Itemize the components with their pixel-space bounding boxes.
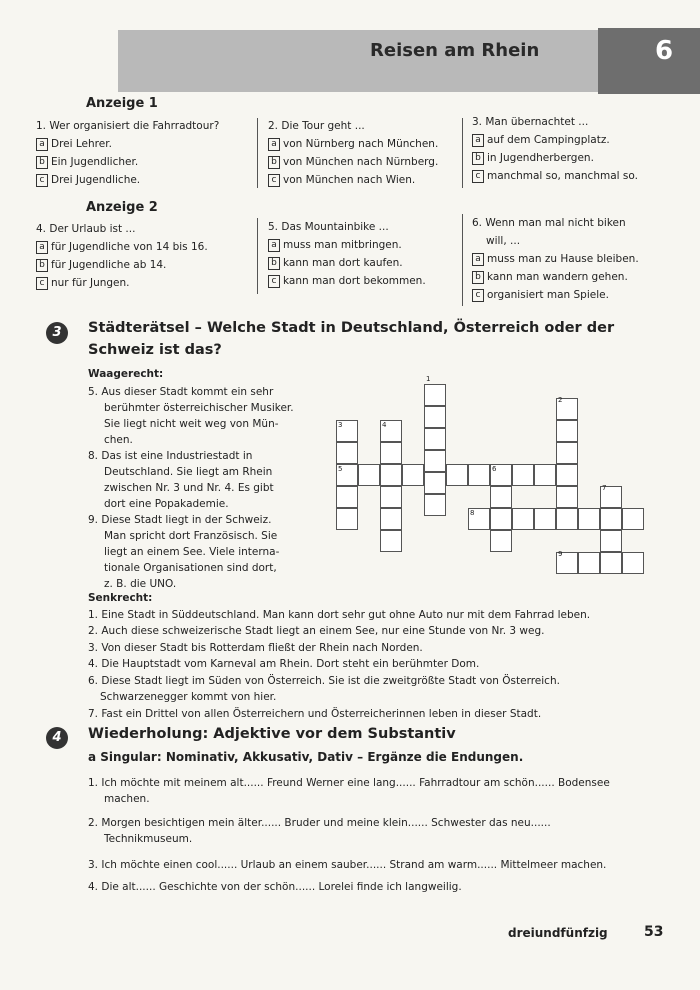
question-4: 4. Der Urlaub ist ... a für Jugendliche von 14 bis 16. b für Jugendliche ab 14. c nur für Jungen.	[36, 220, 208, 292]
question-5: 5. Das Mountainbike ... a muss man mitbringen. b kann man dort kaufen. c kann man dort bekommen.	[268, 218, 426, 290]
crossword-cell[interactable]	[336, 442, 358, 464]
clue-7: 7. Fast ein Drittel von allen Österreichern und Österreicherinnen leben in dieser Stadt.	[88, 707, 542, 720]
crossword-cell[interactable]	[424, 450, 446, 472]
exercise-4-items: 1. Ich möchte mit meinem alt...... Freund Werner eine lang...... Fahrradtour am schön...... Bodensee machen. 2. Morgen besichtigen mein älter...... Bruder und meine klein...... Schwester das neu...... Technikmuseum. 3. Ich möchte einen cool...... Urlaub an einem sauber...... Strand am warm...... Mittelmeer machen. 4. Die alt...... Geschichte von der schön...... Lorelei finde ich langweilig.	[88, 777, 610, 893]
crossword-cell[interactable]	[512, 508, 534, 530]
crossword-cell[interactable]	[380, 442, 402, 464]
item-1: 1. Ich möchte mit meinem alt...... Freund Werner eine lang...... Fahrradtour am schön...... Bodensee	[88, 777, 610, 789]
blank-input[interactable]: ...... Strand am warm	[366, 859, 478, 871]
grid-number: 8	[470, 509, 475, 517]
blank-input[interactable]: ...... Mittelmeer machen.	[477, 859, 607, 871]
answer-option[interactable]: c manchmal so, manchmal so.	[472, 167, 638, 185]
question-6: 6. Wenn man mal nicht biken will, ... a muss man zu Hause bleiben. b kann man wandern gehen. c organisiert man Spiele.	[472, 214, 639, 304]
grid-number: 7	[602, 484, 607, 492]
crossword-cell[interactable]	[424, 428, 446, 450]
crossword-cell[interactable]	[424, 472, 446, 494]
crossword-cell[interactable]	[556, 442, 578, 464]
item-3: 3. Ich möchte einen cool...... Urlaub an einem sauber...... Strand am warm...... Mittelmeer machen.	[88, 859, 607, 871]
blank-input[interactable]: ...... Fahrradtour am schön	[395, 777, 535, 789]
crossword-cell[interactable]	[600, 508, 622, 530]
crossword-cell[interactable]	[578, 508, 600, 530]
crossword-cell[interactable]	[600, 552, 622, 574]
exercise-4-badge: 4	[46, 727, 68, 749]
exercise-4-title: Wiederholung: Adjektive vor dem Substantiv	[88, 726, 456, 742]
crossword-cell[interactable]	[358, 464, 380, 486]
chapter-number: 6	[655, 36, 674, 66]
answer-option[interactable]: c Drei Jugendliche.	[36, 171, 219, 189]
blank-input[interactable]: ...... Bruder und meine klein	[261, 817, 408, 829]
blank-input[interactable]: ...... Urlaub an einem sauber	[217, 859, 367, 871]
crossword-cell[interactable]	[512, 464, 534, 486]
answer-option[interactable]: a muss man zu Hause bleiben.	[472, 250, 639, 268]
clue-3: 3. Von dieser Stadt bis Rotterdam fließt der Rhein nach Norden.	[88, 641, 423, 654]
crossword-cell[interactable]	[336, 508, 358, 530]
crossword-cell[interactable]	[424, 494, 446, 516]
crossword-cell[interactable]	[380, 530, 402, 552]
crossword-cell[interactable]	[336, 486, 358, 508]
question-3: 3. Man übernachtet ... a auf dem Campingplatz. b in Jugendherbergen. c manchmal so, manchmal so.	[472, 113, 638, 185]
item-4: 4. Die alt...... Geschichte von der schön...... Lorelei finde ich langweilig.	[88, 881, 462, 893]
page-number: 53	[644, 924, 664, 940]
answer-option[interactable]: c organisiert man Spiele.	[472, 286, 639, 304]
answer-option[interactable]: a für Jugendliche von 14 bis 16.	[36, 238, 208, 256]
exercise-3-title-line1: Städterätsel – Welche Stadt in Deutschland, Österreich oder der	[88, 320, 615, 336]
crossword-cell[interactable]	[424, 384, 446, 406]
down-clues: Senkrecht: 1. Eine Stadt in Süddeutschland. Man kann dort sehr gut ohne Auto nur mit dem Fahrrad leben. 2. Auch diese schweizerische Stadt liegt an einem See, nur eine Stunde von Nr. 3 weg. 3. Von dieser Stadt bis Rotterdam fließt der Rhein nach Norden. 4. Die Hauptstadt vom Karneval am Rhein. Dort steht ein berühmter Dom. 6. Diese Stadt liegt im Süden von Österreich. Sie ist die zweitgrößte Stadt von Österreich. Schwarzenegger kommt von hier. 7. Fast ein Drittel von allen Österreichern und Österreicherinnen leben in dieser Stadt.	[88, 590, 590, 722]
crossword-cell[interactable]	[622, 508, 644, 530]
crossword-cell[interactable]	[556, 464, 578, 486]
crossword-cell[interactable]	[446, 464, 468, 486]
grid-number: 2	[558, 396, 563, 404]
crossword-cell[interactable]	[556, 486, 578, 508]
answer-option[interactable]: b kann man dort kaufen.	[268, 254, 426, 272]
clue-2: 2. Auch diese schweizerische Stadt liegt an einem See, nur eine Stunde von Nr. 3 weg.	[88, 625, 545, 637]
exercise-3-badge: 3	[46, 322, 68, 344]
crossword-cell[interactable]	[556, 508, 578, 530]
clue-5: 5. Aus dieser Stadt kommt ein sehr berühmter österreichischer Musiker. Sie liegt nicht weit weg von Mün- chen.	[88, 386, 294, 446]
answer-option[interactable]: a muss man mitbringen.	[268, 236, 426, 254]
grid-number: 6	[492, 465, 497, 473]
crossword-cell[interactable]	[490, 508, 512, 530]
blank-input[interactable]: ......	[530, 817, 551, 829]
crossword-cell[interactable]	[380, 508, 402, 530]
grid-number: 4	[382, 421, 387, 429]
blank-input[interactable]: ...... Lorelei finde ich langweilig.	[295, 881, 462, 893]
crossword-cell[interactable]	[600, 530, 622, 552]
crossword-cell[interactable]	[402, 464, 424, 486]
crossword-cell[interactable]	[380, 486, 402, 508]
clue-1: 1. Eine Stadt in Süddeutschland. Man kann dort sehr gut ohne Auto nur mit dem Fahrrad leben.	[88, 608, 591, 621]
crossword-cell[interactable]	[424, 406, 446, 428]
blank-input[interactable]: ...... Bodensee	[534, 777, 610, 789]
chapter-block	[598, 28, 700, 94]
answer-option[interactable]: c nur für Jungen.	[36, 274, 208, 292]
answer-option[interactable]: a von Nürnberg nach München.	[268, 135, 438, 153]
exercise-4-subtitle: a Singular: Nominativ, Akkusativ, Dativ – Ergänze die Endungen.	[88, 750, 524, 764]
blank-input[interactable]: ...... Geschichte von der schön	[135, 881, 296, 893]
clue-4: 4. Die Hauptstadt vom Karneval am Rhein. Dort steht ein berühmter Dom.	[88, 658, 480, 670]
answer-option[interactable]: b kann man wandern gehen.	[472, 268, 639, 286]
answer-option[interactable]: a auf dem Campingplatz.	[472, 131, 638, 149]
clue-6: 6. Diese Stadt liegt im Süden von Österreich. Sie ist die zweitgrößte Stadt von Österreich.	[88, 674, 560, 687]
question-2: 2. Die Tour geht ... a von Nürnberg nach München. b von München nach Nürnberg. c von München nach Wien.	[268, 117, 438, 189]
question-1: 1. Wer organisiert die Fahrradtour? a Drei Lehrer. b Ein Jugendlicher. c Drei Jugendliche.	[36, 117, 219, 189]
crossword-cell[interactable]	[468, 464, 490, 486]
grid-number: 1	[426, 375, 431, 383]
page-title: Reisen am Rhein	[370, 40, 540, 61]
crossword-cell[interactable]	[534, 464, 556, 486]
ad2-title: Anzeige 2	[86, 200, 158, 215]
answer-option[interactable]: b von München nach Nürnberg.	[268, 153, 438, 171]
answer-option[interactable]: a Drei Lehrer.	[36, 135, 219, 153]
clue-6-continued: Schwarzenegger kommt von hier.	[100, 691, 277, 703]
crossword-cell[interactable]	[534, 508, 556, 530]
across-clues: Waagerecht: 5. Aus dieser Stadt kommt ein sehr berühmter österreichischer Musiker. Sie liegt nicht weit weg von Mün- chen. 8. Das ist eine Industriestadt in Deutschland. Sie liegt am Rhein zwischen Nr. 3 und Nr. 4. Es gibt dort eine Popakademie. 9. Diese Stadt liegt in der Schweiz. Man spricht dort Französisch. Sie liegt an einem See. Viele interna- tionale Organisationen sind dort, z. B. die UNO.	[88, 368, 294, 590]
grid-number: 5	[338, 465, 343, 473]
grid-number: 3	[338, 421, 343, 429]
clue-8: 8. Das ist eine Industriestadt in Deutschland. Sie liegt am Rhein zwischen Nr. 3 und Nr. 4. Es gibt dort eine Popakademie.	[88, 450, 274, 510]
grid-number: 9	[558, 550, 563, 558]
crossword-cell[interactable]	[578, 552, 600, 574]
clue-9: 9. Diese Stadt liegt in der Schweiz. Man spricht dort Französisch. Sie liegt an einem See. Viele interna- tionale Organisationen sind dort, z. B. die UNO.	[88, 514, 280, 590]
answer-option[interactable]: c kann man dort bekommen.	[268, 272, 426, 290]
exercise-3-title-line2: Schweiz ist das?	[88, 342, 222, 358]
answer-option[interactable]: b Ein Jugendlicher.	[36, 153, 219, 171]
answer-option[interactable]: b für Jugendliche ab 14.	[36, 256, 208, 274]
page-number-word: dreiundfünfzig	[508, 926, 608, 940]
crossword-cell[interactable]	[380, 464, 402, 486]
blank-input[interactable]: ...... Freund Werner eine lang	[243, 777, 396, 789]
crossword-cell[interactable]	[556, 420, 578, 442]
answer-option[interactable]: b in Jugendherbergen.	[472, 149, 638, 167]
crossword-cell[interactable]	[490, 486, 512, 508]
crossword-cell[interactable]	[622, 552, 644, 574]
answer-option[interactable]: c von München nach Wien.	[268, 171, 438, 189]
ad1-title: Anzeige 1	[86, 96, 158, 111]
blank-input[interactable]: ...... Schwester das neu	[407, 817, 531, 829]
crossword-cell[interactable]	[490, 530, 512, 552]
item-2: 2. Morgen besichtigen mein älter...... Bruder und meine klein...... Schwester das neu......	[88, 817, 551, 829]
